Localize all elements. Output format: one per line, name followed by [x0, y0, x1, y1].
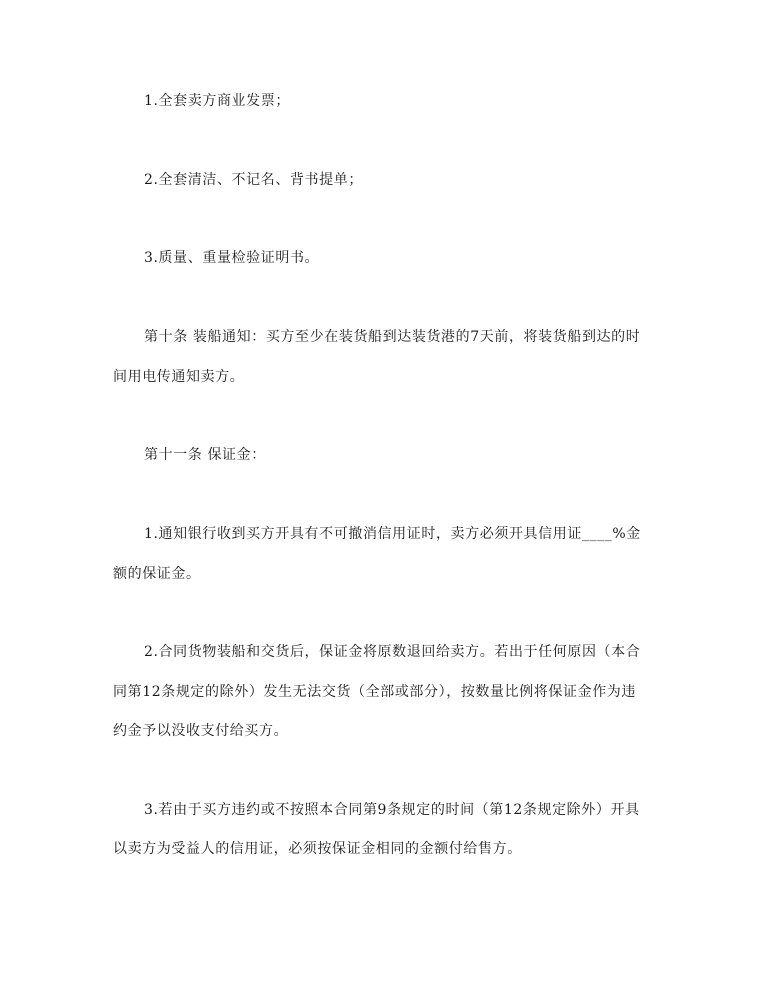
- clause-11-item-1-line-1: 1.通知银行收到买方开具有不可撤消信用证时，卖方必须开具信用证____%金: [144, 526, 641, 542]
- clause-11-heading: 第十一条 保证金：: [144, 447, 266, 463]
- clause-10-line-2: 间用电传通知卖方。: [113, 369, 245, 385]
- clause-11-item-2-line-1: 2.合同货物装船和交货后，保证金将原数退回给卖方。若出于任何原因（本合: [144, 644, 641, 660]
- clause-10-line-1: 第十条 装船通知：买方至少在装货船到达装货港的7天前，将装货船到达的时: [144, 329, 641, 345]
- clause-9-item-2: 2.全套清洁、不记名、背书提单；: [144, 172, 363, 188]
- clause-9-item-3: 3.质量、重量检验证明书。: [144, 250, 320, 266]
- clause-11-item-2-line-3: 约金予以没收支付给买方。: [113, 723, 289, 739]
- clause-11-item-1-line-2: 额的保证金。: [113, 566, 201, 582]
- clause-11-item-3-line-2: 以卖方为受益人的信用证，必须按保证金相同的金额付给售方。: [113, 841, 522, 857]
- clause-11-item-3-line-1: 3.若由于买方违约或不按照本合同第9条规定的时间（第12条规定除外）开具: [144, 802, 640, 818]
- clause-11-item-2-line-2: 同第12条规定的除外）发生无法交货（全部或部分），按数量比例将保证金作为违: [113, 684, 637, 700]
- clause-9-item-1: 1.全套卖方商业发票；: [144, 93, 290, 109]
